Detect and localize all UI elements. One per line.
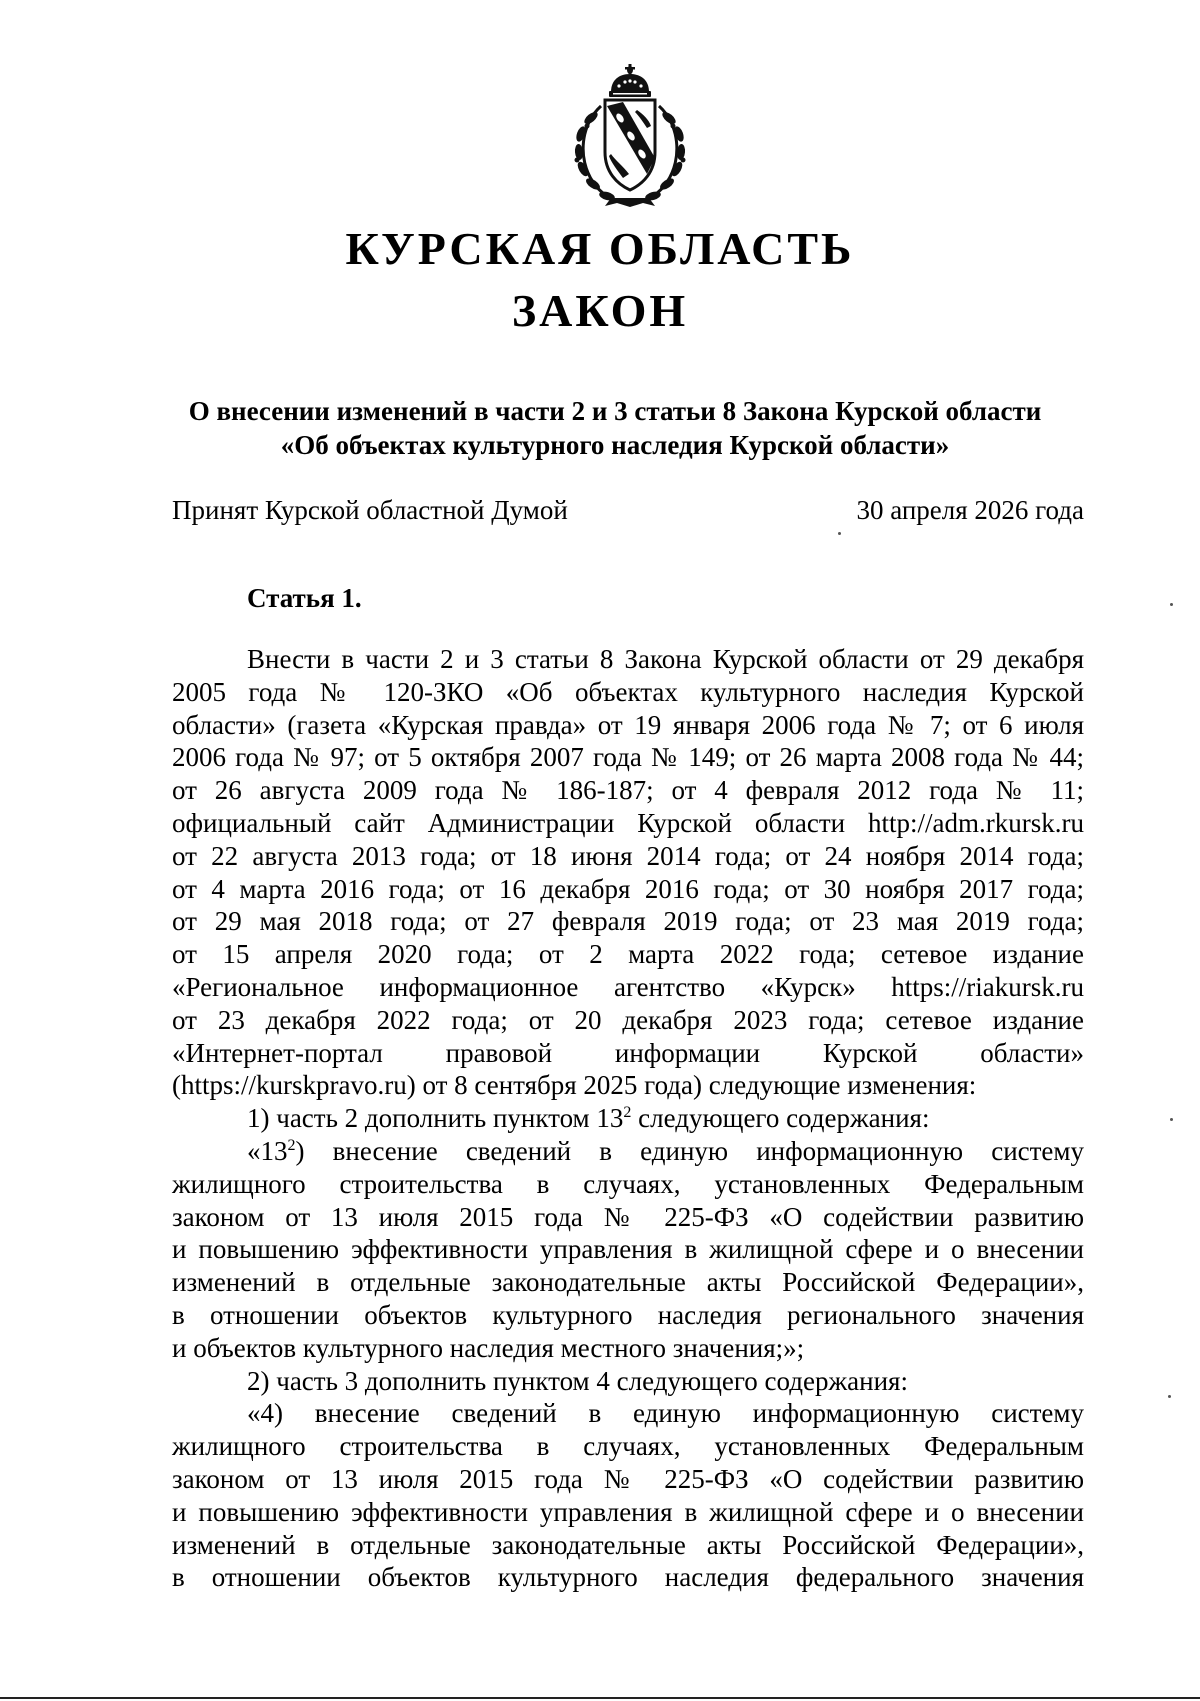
body-line: и повышению эффективности управления в жилищной сфере и о внесении <box>172 1234 1084 1265</box>
body-line: изменений в отдельные законодательные акты Российской Федерации», <box>172 1529 1084 1560</box>
body-line: «Региональное информационное агентство «Курск» https://riakursk.ru <box>172 971 1084 1002</box>
body-line: от 15 апреля 2020 года; от 2 марта 2022 года; сетевое издание <box>172 939 1084 970</box>
body-line: жилищного строительства в случаях, установленных Федеральным <box>172 1431 1084 1462</box>
body-line: законом от 13 июля 2015 года № 225-ФЗ «О содействии развитию <box>172 1463 1084 1494</box>
adopted-by: Принят Курской областной Думой <box>172 495 568 525</box>
article-body <box>172 643 1084 1594</box>
law-title <box>150 394 1080 462</box>
superscript: 2 <box>287 1136 296 1154</box>
scan-speck <box>1170 1118 1173 1121</box>
item-1-quote-text: «13 <box>247 1135 288 1166</box>
coat-of-arms-icon <box>567 62 693 208</box>
law-title-line: «Об объектах культурного наследия Курской области» <box>280 430 950 460</box>
item-1-intro-text: следующего содержания: <box>631 1103 930 1134</box>
body-line: изменений в отдельные законодательные акты Российской Федерации», <box>172 1267 1084 1298</box>
scan-speck <box>838 532 841 535</box>
body-line: в отношении объектов культурного наследия федерального значения <box>172 1562 1084 1593</box>
body-line: «Интернет-портал правовой информации Курской области» <box>172 1037 1084 1068</box>
body-line: жилищного строительства в случаях, установленных Федеральным <box>172 1168 1084 1199</box>
adoption-date: 30 апреля 2026 года <box>856 495 1084 525</box>
region-heading: КУРСКАЯ ОБЛАСТЬ <box>345 223 855 274</box>
body-line: от 22 августа 2013 года; от 18 июня 2014 года; от 24 ноября 2014 года; <box>172 840 1084 871</box>
body-line: Внести в части 2 и 3 статьи 8 Закона Курской области от 29 декабря <box>247 644 1084 674</box>
body-line: от 26 августа 2009 года № 186-187; от 4 февраля 2012 года № 11; <box>172 775 1084 806</box>
superscript: 2 <box>623 1104 632 1122</box>
body-line: официальный сайт Администрации Курской области http://adm.rkursk.ru <box>172 807 1084 838</box>
body-line: (https://kurskpravo.ru) от 8 сентября 2025 года) следующие изменения: <box>172 1070 977 1101</box>
body-line: и повышению эффективности управления в жилищной сфере и о внесении <box>172 1496 1084 1527</box>
body-line: от 23 декабря 2022 года; от 20 декабря 2023 года; сетевое издание <box>172 1004 1084 1035</box>
body-line: законом от 13 июля 2015 года № 225-ФЗ «О содействии развитию <box>172 1201 1084 1232</box>
amendment-item-1-quote <box>172 1135 1084 1168</box>
scan-speck <box>1170 603 1173 606</box>
body-line: «4) внесение сведений в единую информационную систему <box>247 1398 1084 1429</box>
body-line: 2005 года № 120-ЗКО «Об объектах культурного наследия Курской <box>172 676 1084 707</box>
item-1-intro-text: 1) часть 2 дополнить пунктом 13 <box>247 1103 624 1134</box>
document-type-heading: ЗАКОН <box>511 285 689 336</box>
body-line: в отношении объектов культурного наследия регионального значения <box>172 1299 1084 1330</box>
body-line: и объектов культурного наследия местного значения;»; <box>172 1332 805 1363</box>
article-heading: Статья 1. <box>247 583 362 613</box>
item-1-quote-text: ) внесение сведений в единую информационную систему <box>295 1135 1084 1166</box>
body-line: области» (газета «Курская правда» от 19 января 2006 года № 7; от 6 июля <box>172 709 1084 740</box>
amendment-item-2-intro: 2) часть 3 дополнить пунктом 4 следующего содержания: <box>247 1365 908 1396</box>
scan-speck <box>1168 1395 1171 1398</box>
body-line: 2006 года № 97; от 5 октября 2007 года № 149; от 26 марта 2008 года № 44; <box>172 742 1084 773</box>
scan-bottom-edge <box>0 1697 1200 1699</box>
body-line: от 29 мая 2018 года; от 27 февраля 2019 года; от 23 мая 2019 года; <box>172 906 1084 937</box>
amendment-item-1-intro <box>172 1102 1084 1135</box>
body-line: от 4 марта 2016 года; от 16 декабря 2016 года; от 30 ноября 2017 года; <box>172 873 1084 904</box>
law-title-line: О внесении изменений в части 2 и 3 статьи 8 Закона Курской области <box>188 396 1042 426</box>
